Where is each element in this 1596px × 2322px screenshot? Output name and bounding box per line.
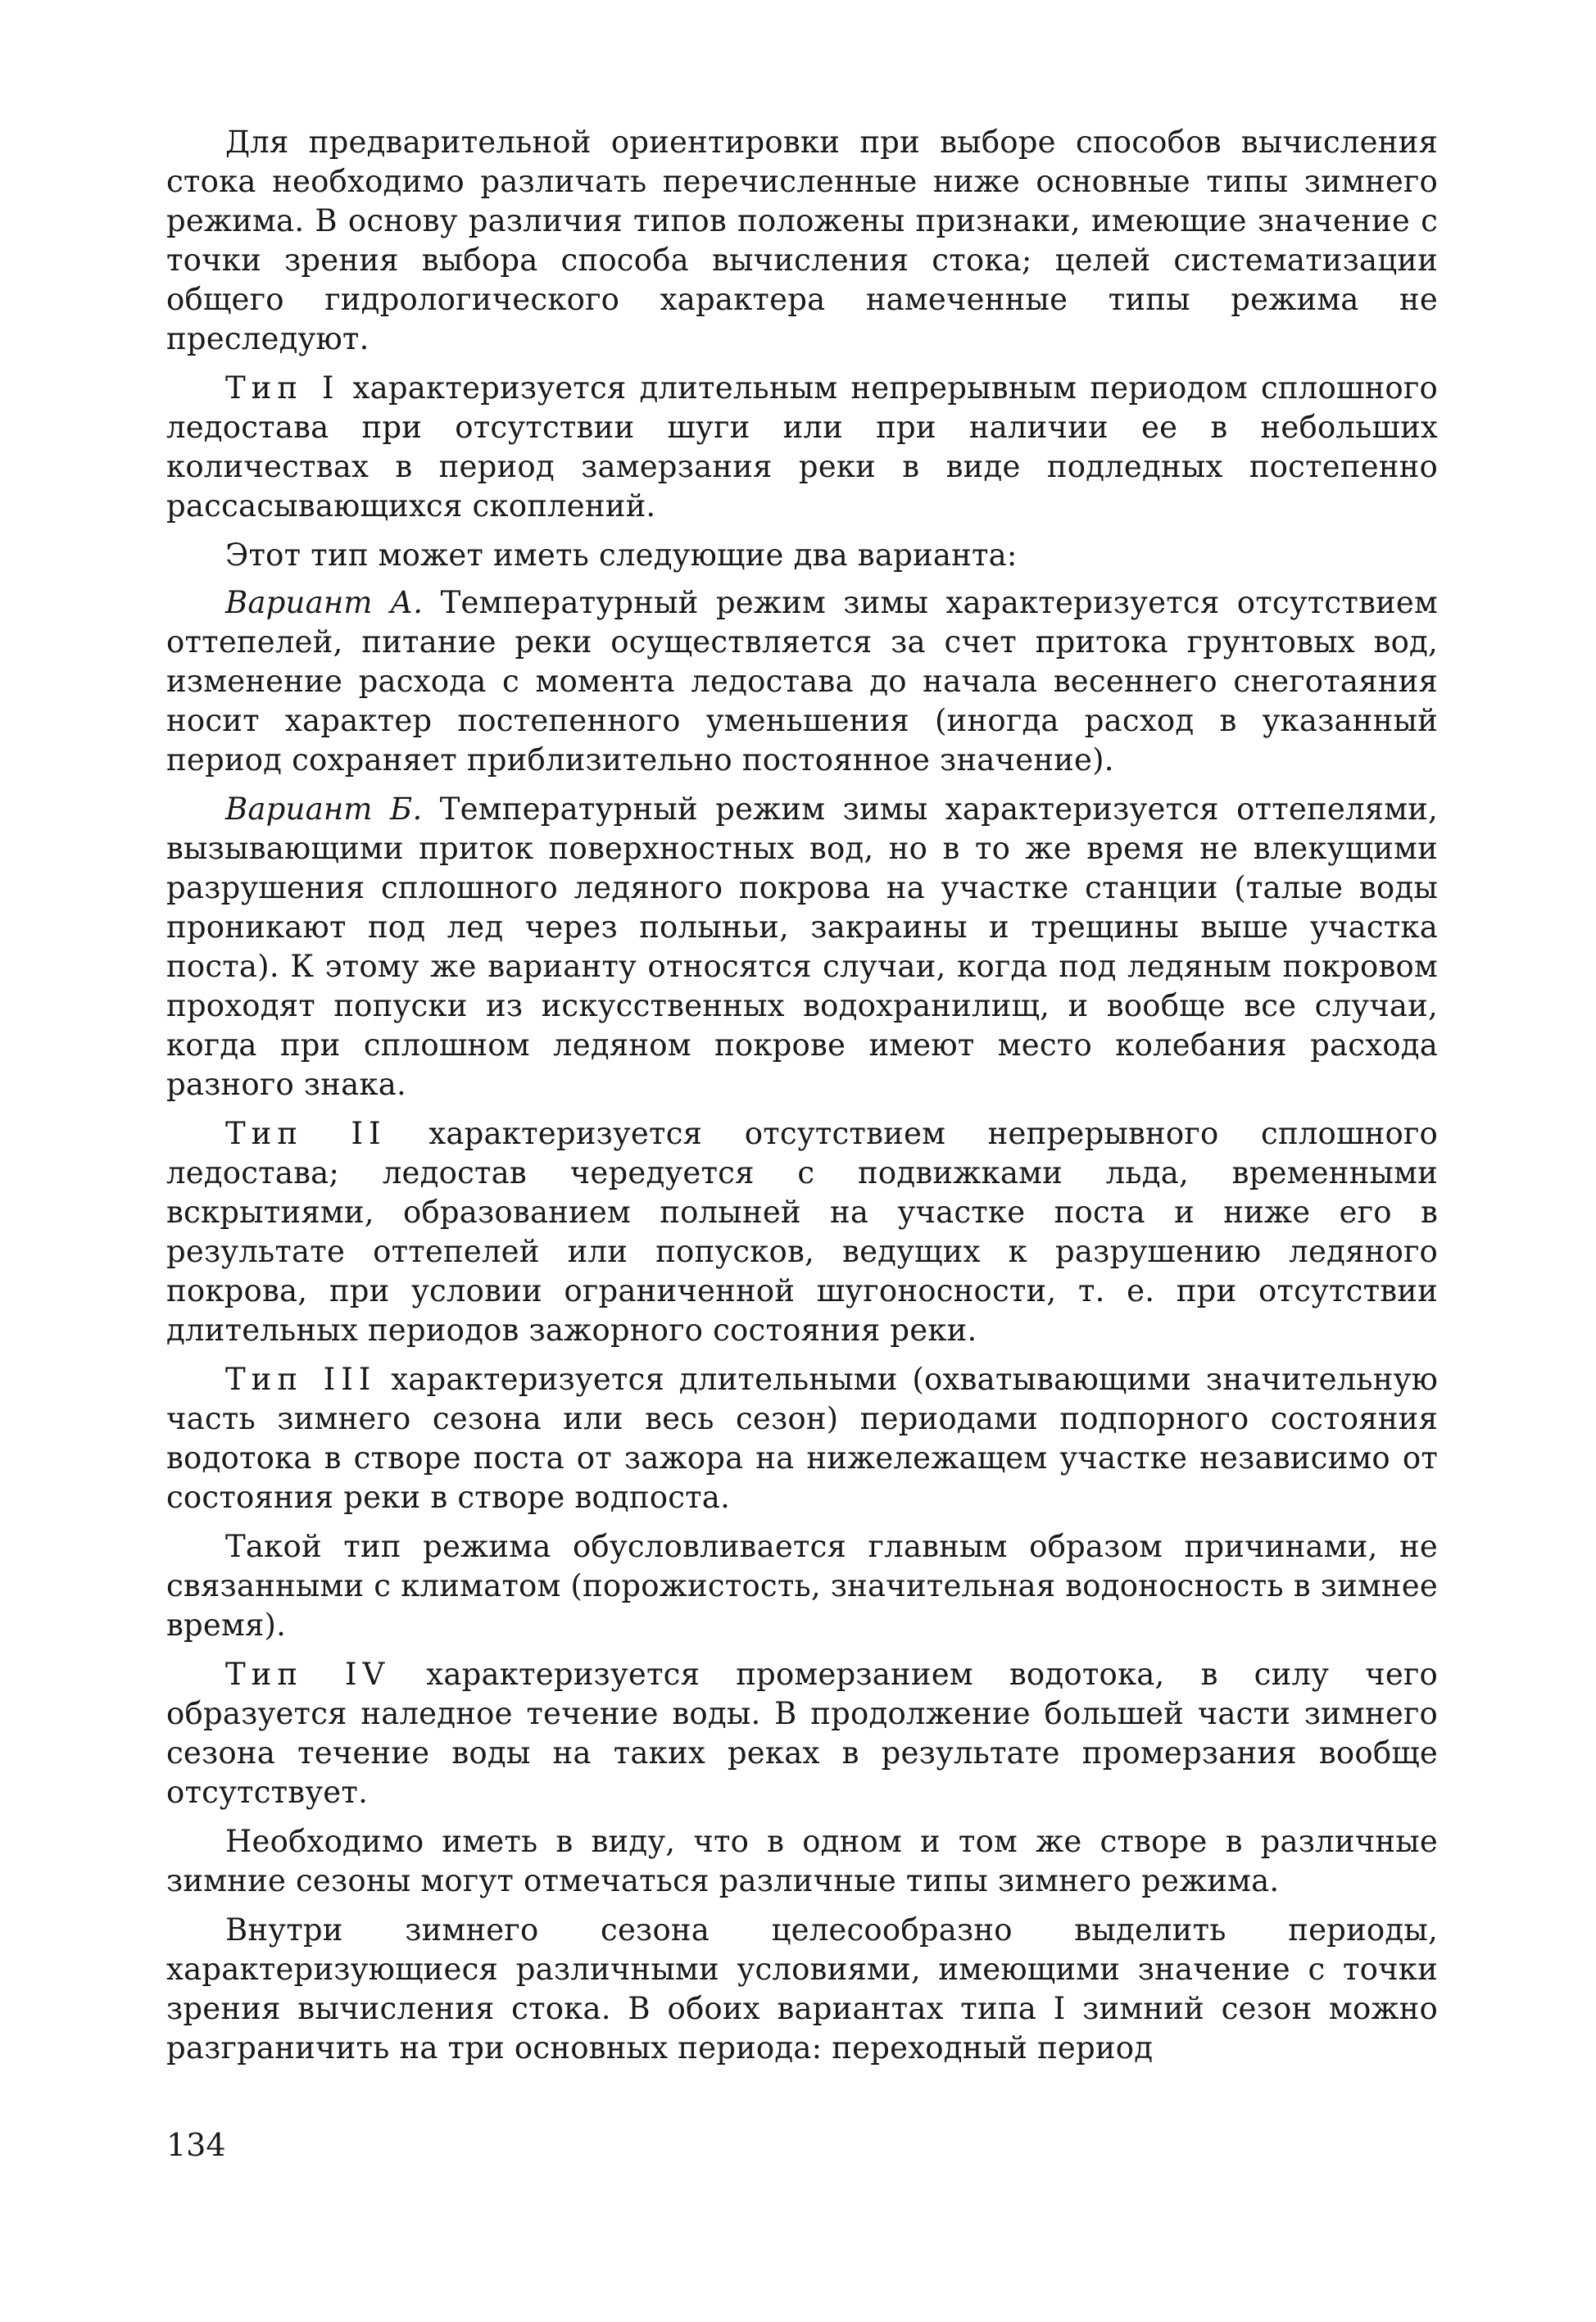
paragraph-type-1: [166, 369, 1438, 526]
paragraph-text: Внутри зимнего сезона целесообразно выделить периоды, характеризующиеся различными условиями, имеющими значение с точки зрения вычисления стока. В обоих вариантах типа I зимний сезон можно разграничить на три основных периода: переходный период: [166, 1912, 1438, 2066]
type-label: Тип II: [225, 1116, 387, 1151]
page-number: 134: [166, 2127, 226, 2163]
paragraph-variant-a: [166, 583, 1438, 780]
paragraph-text: характеризуется промерзанием водотока, в силу чего образуется наледное течение воды. В продолжение большей части зимнего сезона течение воды на таких реках в результате промерзания вообще отсутствует.: [166, 1657, 1438, 1810]
paragraph-text: характеризуется длительными (охватывающими значительную часть зимнего сезона или весь сезон) периодами подпорного состояния водотока в створе поста от зажора на нижележащем участке независимо от состояния реки в створе водпоста.: [166, 1362, 1439, 1515]
paragraph-type-4: [166, 1655, 1438, 1812]
type-label: Тип III: [225, 1362, 377, 1397]
paragraph-type-3: [166, 1360, 1438, 1517]
paragraph-note: [166, 1822, 1438, 1901]
type-label: Тип I: [225, 370, 340, 406]
paragraph-text: Необходимо иметь в виду, что в одном и том же створе в различные зимние сезоны могут отмечаться различные типы зимнего режима.: [166, 1824, 1438, 1898]
paragraph-text: характеризуется длительным непрерывным периодом сплошного ледостава при отсутствии шуги или при наличии ее в небольших количествах в период замерзания реки в виде подледных постепенно рассасывающихся скоплений.: [166, 370, 1438, 524]
paragraph-text: характеризуется отсутствием непрерывного сплошного ледостава; ледостав чередуется с подвижками льда, временными вскрытиями, образованием полыней на участке поста и ниже его в результате оттепелей или попусков, ведущих к разрушению ледяного покрова, при условии ограниченной шугоносности, т. е. при отсутствии длительных периодов зажорного состояния реки.: [166, 1116, 1438, 1348]
paragraph-text: Этот тип может иметь следующие два варианта:: [225, 537, 1018, 573]
paragraph-text: Температурный режим зимы характеризуется отсутствием оттепелей, питание реки осуществляется за счет притока грунтовых вод, изменение расхода с момента ледостава до начала весеннего снеготаяния носит характер постепенного уменьшения (иногда расход в указанный период сохраняет приблизительно постоянное значение).: [166, 585, 1438, 778]
paragraph-text: Такой тип режима обусловливается главным образом причинами, не связанными с климатом (порожистость, значительная водоносность в зимнее время).: [166, 1529, 1438, 1643]
type-label: Тип IV: [225, 1657, 391, 1692]
variant-label: Вариант А.: [225, 585, 424, 620]
paragraph-variant-b: [166, 790, 1438, 1104]
paragraph-type-2: [166, 1114, 1438, 1350]
variant-label: Вариант Б.: [225, 791, 423, 827]
paragraph-type-3-cause: [166, 1527, 1438, 1645]
paragraph-text: Температурный режим зимы характеризуется оттепелями, вызывающими приток поверхностных вод, но в то же время не влекущими разрушения сплошного ледяного покрова на участке станции (талые воды проникают под лед через полыньи, закраины и трещины выше участка поста). К этому же варианту относятся случаи, когда под ледяным покровом проходят попуски из искусственных водохранилищ, и вообще все случаи, когда при сплошном ледяном покрове имеют место колебания расхода разного знака.: [166, 791, 1438, 1102]
paragraph-intro: [166, 123, 1438, 359]
paragraph-variants-intro: [166, 536, 1438, 575]
page-body: [166, 123, 1438, 2078]
paragraph-periods: [166, 1911, 1438, 2068]
paragraph-text: Для предварительной ориентировки при выборе способов вычисления стока необходимо различать перечисленные ниже основные типы зимнего режима. В основу различия типов положены признаки, имеющие значение с точки зрения выбора способа вычисления стока; целей систематизации общего гидрологического характера намеченные типы режима не преследуют.: [166, 125, 1438, 356]
